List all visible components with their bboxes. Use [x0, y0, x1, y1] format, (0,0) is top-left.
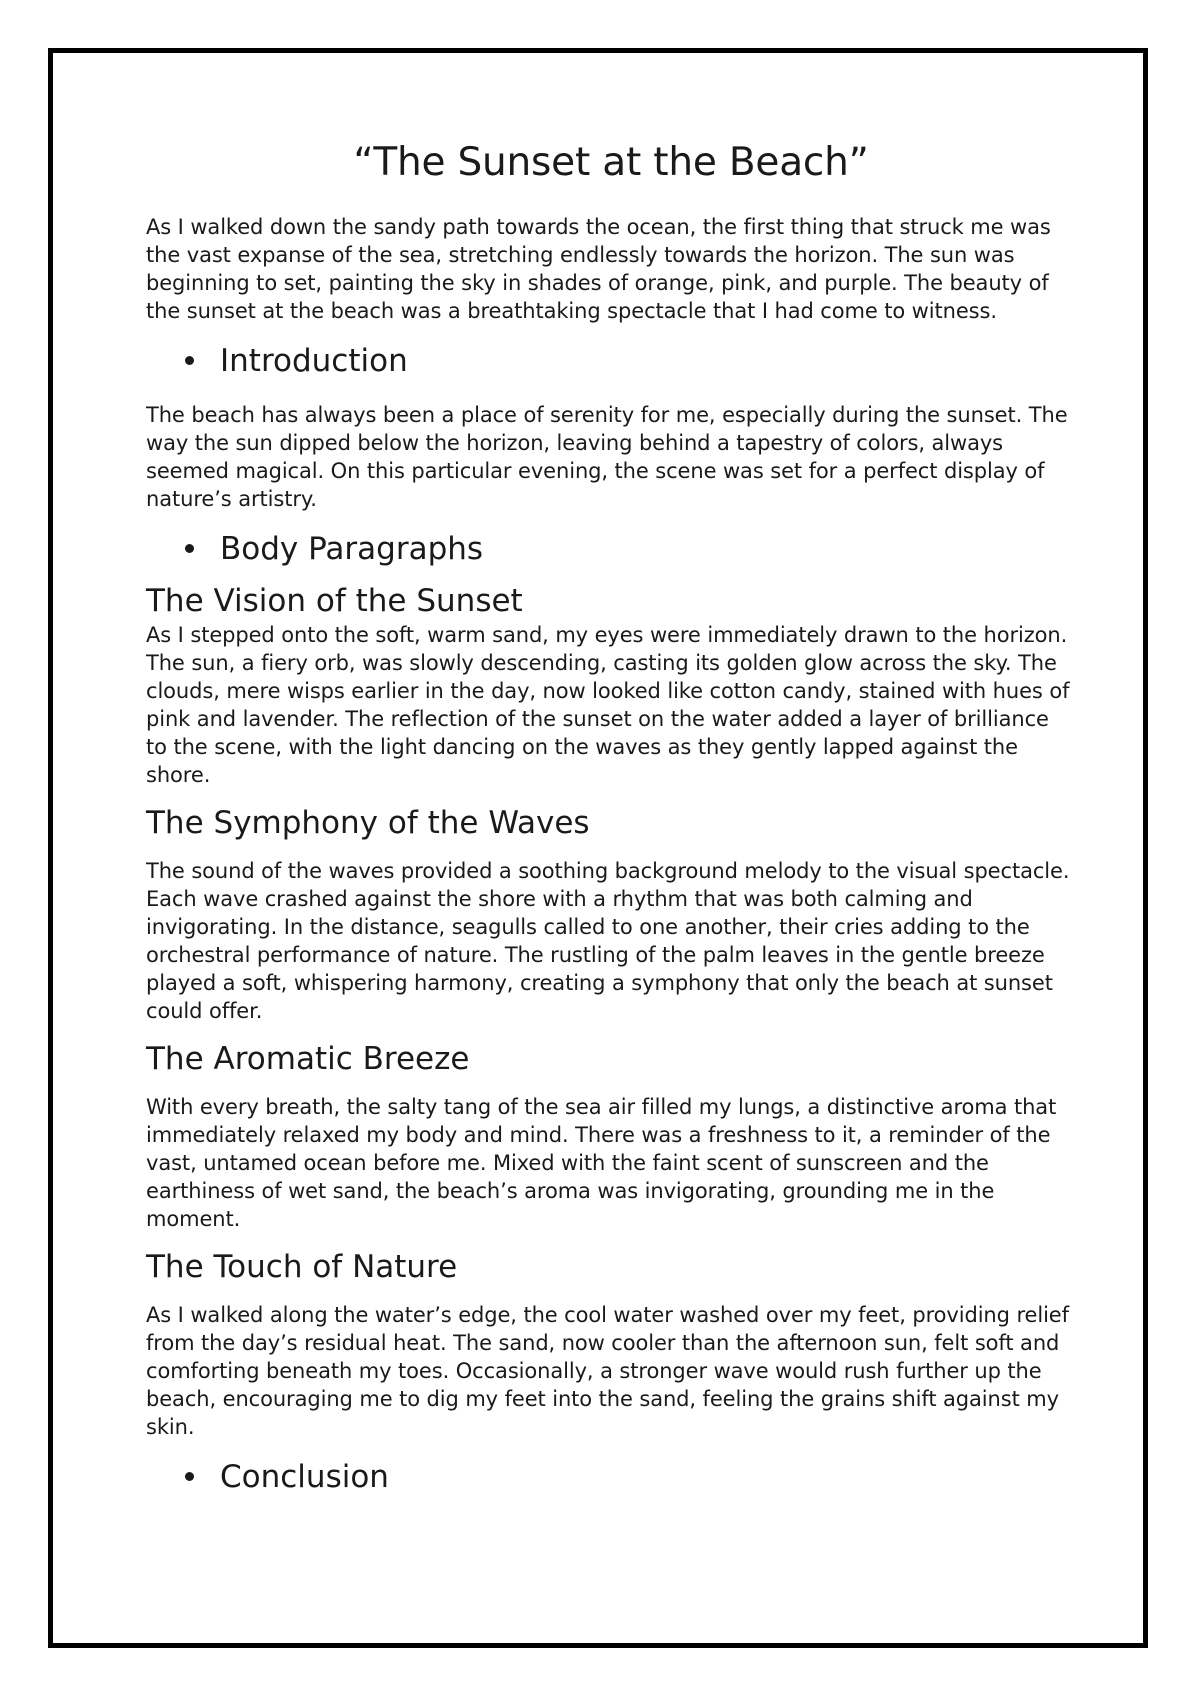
- vision-heading: The Vision of the Sunset: [146, 582, 523, 619]
- bullet-icon: [185, 356, 194, 365]
- bullet-icon: [185, 544, 194, 553]
- introduction-heading-text: Introduction: [220, 342, 408, 379]
- symphony-heading: The Symphony of the Waves: [146, 804, 590, 841]
- introduction-heading: [146, 341, 1076, 381]
- touch-heading: The Touch of Nature: [146, 1248, 458, 1285]
- body-paragraphs-heading: [146, 529, 1076, 569]
- symphony-paragraph: The sound of the waves provided a soothing background melody to the visual spectacle. Each wave crashed against the shore with a rhythm that was both calming and invigorating. In the distance, seagulls called to one another, their cries adding to the orchestral performance of nature. The rustling of the palm leaves in the gentle breeze played a soft, whispering harmony, creating a symphony that only the beach at sunset could offer.: [146, 858, 1070, 1023]
- breeze-paragraph: With every breath, the salty tang of the sea air filled my lungs, a distinctive aroma that immediately relaxed my body and mind. There was a freshness to it, a reminder of the vast, untamed ocean before me. Mixed with the faint scent of sunscreen and the earthiness of wet sand, the beach’s aroma was invigorating, grounding me in the moment.: [146, 1094, 1057, 1231]
- vision-paragraph: As I stepped onto the soft, warm sand, my eyes were immediately drawn to the horizon. The sun, a fiery orb, was slowly descending, casting its golden glow across the sky. The clouds, mere wisps earlier in the day, now looked like cotton candy, stained with hues of pink and lavender. The reflection of the sunset on the water added a layer of brilliance to the scene, with the light dancing on the waves as they gently lapped against the shore.: [146, 622, 1070, 787]
- bullet-icon: [185, 1472, 194, 1481]
- intro-paragraph: As I walked down the sandy path towards the ocean, the first thing that struck me was the vast expanse of the sea, stretching endlessly towards the horizon. The sun was beginning to set, painting the sky in shades of orange, pink, and purple. The beauty of the sunset at the beach was a breathtaking spectacle that I had come to witness.: [146, 214, 1051, 323]
- breeze-heading: The Aromatic Breeze: [146, 1040, 470, 1077]
- conclusion-heading-text: Conclusion: [220, 1458, 389, 1495]
- conclusion-heading: [146, 1457, 1076, 1497]
- body-paragraphs-heading-text: Body Paragraphs: [220, 530, 484, 567]
- document-body: [146, 140, 1076, 1517]
- document-title: “The Sunset at the Beach”: [353, 140, 869, 185]
- touch-paragraph: As I walked along the water’s edge, the cool water washed over my feet, providing relief from the day’s residual heat. The sand, now cooler than the afternoon sun, felt soft and comforting beneath my toes. Occasionally, a stronger wave would rush further up the beach, encouraging me to dig my feet into the sand, feeling the grains shift against my skin.: [146, 1302, 1069, 1439]
- introduction-paragraph: The beach has always been a place of serenity for me, especially during the sunset. The way the sun dipped below the horizon, leaving behind a tapestry of colors, always seemed magical. On this particular evening, the scene was set for a perfect display of nature’s artistry.: [146, 402, 1068, 511]
